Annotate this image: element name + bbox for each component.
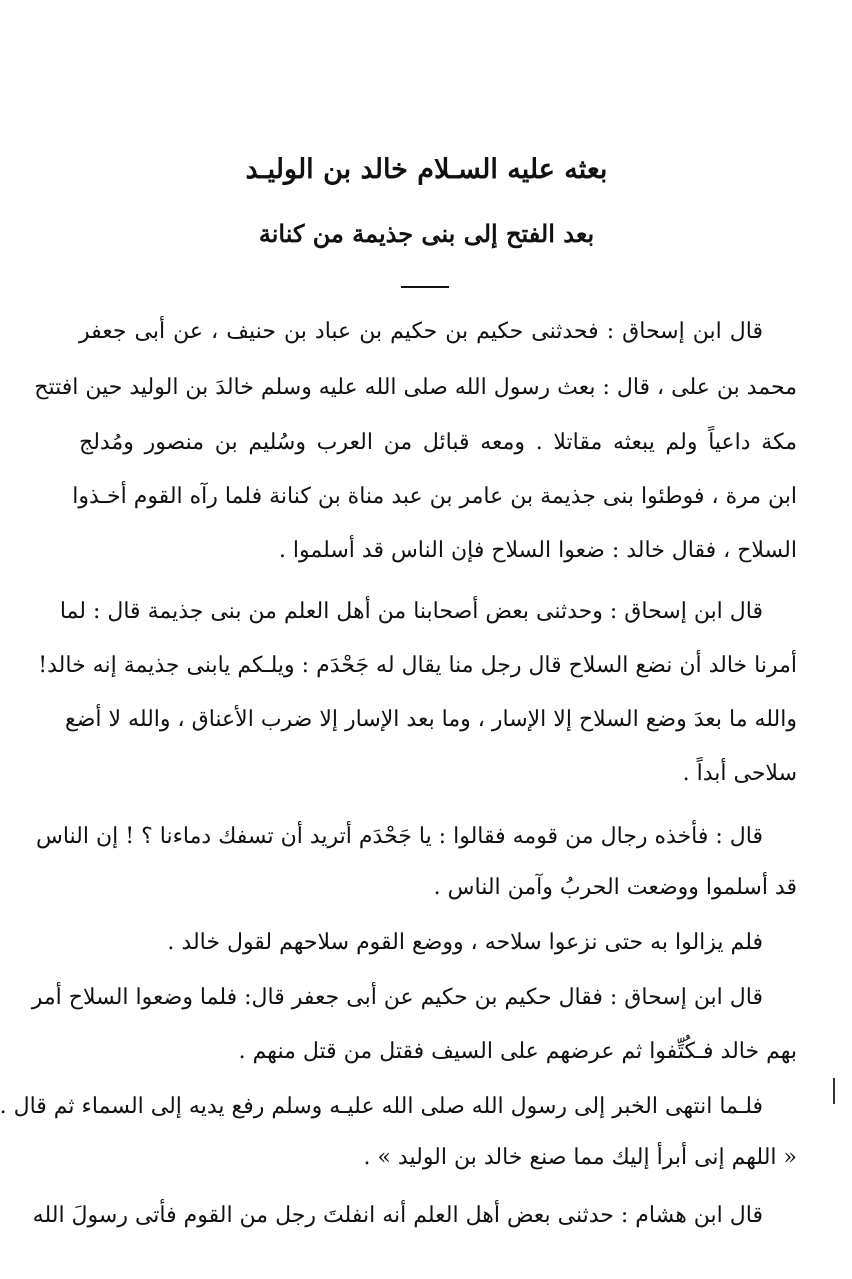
paragraph-line: محمد بن على ، قال : بعث رسول الله صلى الله عليه وسلم خالدَ بن الوليد حين افتتح [34, 375, 797, 400]
book-page [1, 0, 852, 1279]
paragraph-line: قال : فأخذه رجال من قومه فقالوا : يا جَحْدَم أتريد أن تسفك دماءنا ؟ ! إن الناس [35, 824, 763, 849]
paragraph-line: سلاحى أبداً . [682, 761, 797, 786]
paragraph-line: فلـما انتهى الخبر إلى رسول الله صلى الله عليـه وسلم رفع يديه إلى السماء ثم قال . [0, 1094, 763, 1119]
paragraph-line: مكة داعياً ولم يبعثه مقاتلا . ومعه قبائل من العرب وسُليم بن منصور ومُدلج [79, 430, 797, 455]
paragraph-line: قد أسلموا ووضعت الحربُ وآمن الناس . [433, 875, 797, 900]
paragraph-line: « اللهم إنى أبرأ إليك مما صنع خالد بن الوليد » . [363, 1145, 797, 1170]
paragraph-line: قال ابن إسحاق : فحدثنى حكيم بن حكيم بن عباد بن حنيف ، عن أبى جعفر [79, 319, 763, 344]
paragraph-line: بهم خالد فـكُتِّفوا ثم عرضهم على السيف فقتل من قتل منهم . [238, 1039, 797, 1064]
paragraph-line: السلاح ، فقال خالد : ضعوا السلاح فإن الناس قد أسلموا . [278, 538, 797, 563]
chapter-subtitle: بعد الفتح إلى بنى جذيمة من كنانة [258, 219, 595, 248]
paragraph-line: ابن مرة ، فوطئوا بنى جذيمة بن عامر بن عبد مناة بن كنانة فلما رآه القوم أخـذوا [72, 484, 797, 509]
title-divider [401, 286, 449, 288]
paragraph-line: فلم يزالوا به حتى نزعوا سلاحه ، ووضع القوم سلاحهم لقول خالد . [167, 930, 763, 955]
paragraph-line: قال ابن هشام : حدثنى بعض أهل العلم أنه انفلتَ رجل من القوم فأتى رسولَ الله [32, 1203, 763, 1228]
paragraph-line: قال ابن إسحاق : وحدثنى بعض أصحابنا من أهل العلم من بنى جذيمة قال : لما [59, 599, 763, 624]
paragraph-line: قال ابن إسحاق : فقال حكيم بن حكيم عن أبى جعفر قال: فلما وضعوا السلاح أمر [31, 985, 763, 1010]
margin-mark [833, 1078, 835, 1104]
chapter-title: بعثه عليه السـلام خالد بن الوليـد [245, 154, 608, 185]
paragraph-line: والله ما بعدَ وضع السلاح إلا الإسار ، وما بعد الإسار إلا ضرب الأعناق ، والله لا أضع [64, 707, 797, 732]
paragraph-line: أمرنا خالد أن نضع السلاح قال رجل منا يقال له جَحْدَم : ويلـكم يابنى جذيمة إنه خالد! [38, 653, 797, 678]
